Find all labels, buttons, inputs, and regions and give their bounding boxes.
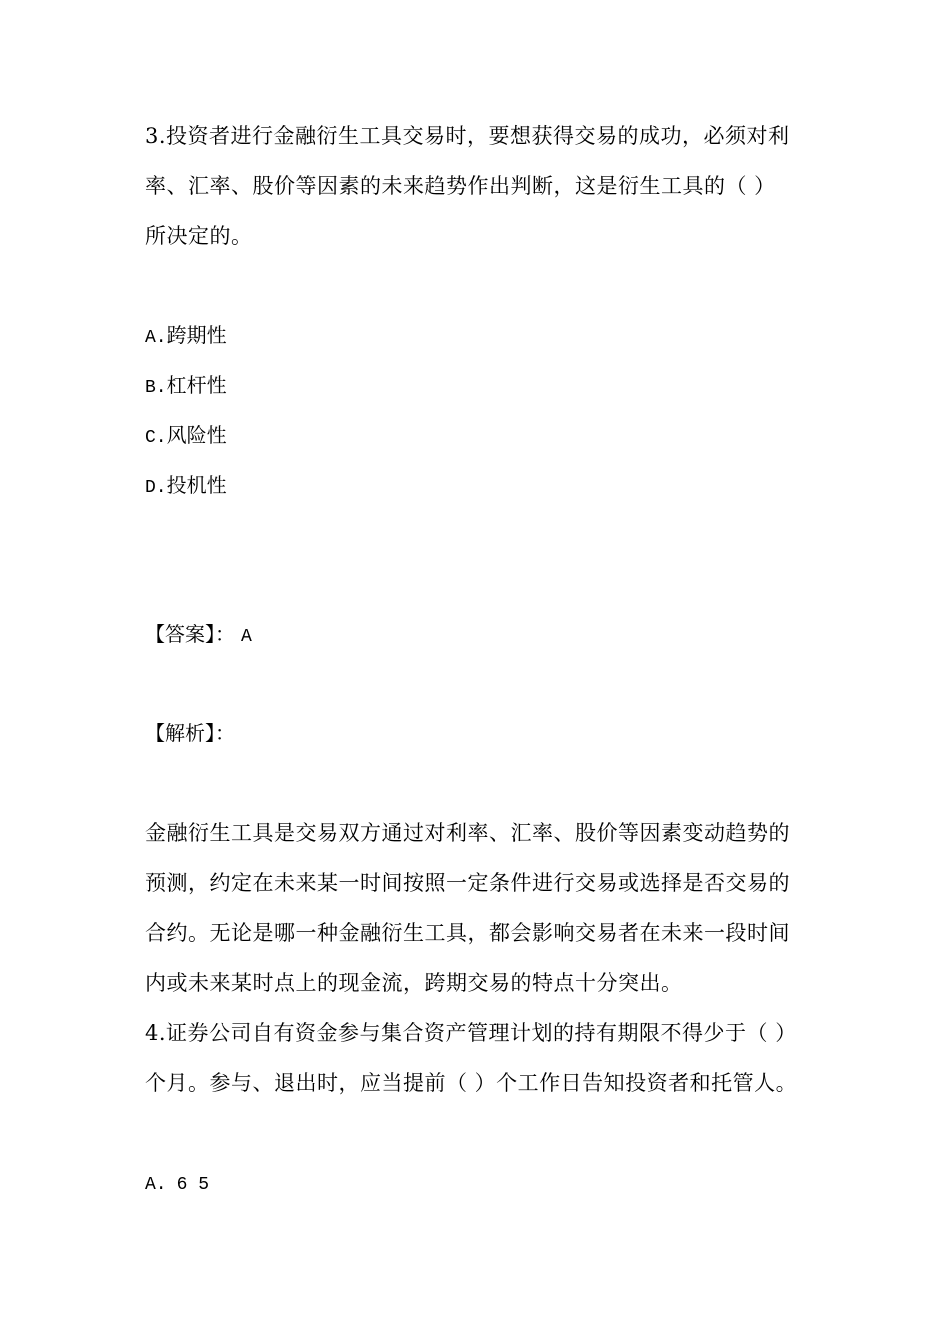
- q3-stem-line-2: 率、汇率、股价等因素的未来趋势作出判断，这是衍生工具的（ ）: [145, 174, 776, 198]
- q3-option-c-text: 风险性: [166, 423, 227, 447]
- q3-option-a: [145, 323, 227, 350]
- q4-stem-line-1: 4.证券公司自有资金参与集合资产管理计划的持有期限不得少于（ ）: [145, 1021, 797, 1045]
- q3-option-d-text: 投机性: [166, 473, 227, 497]
- q3-analysis-line-1: 金融衍生工具是交易双方通过对利率、汇率、股价等因素变动趋势的: [145, 821, 790, 845]
- q4-stem-line-2: 个月。参与、退出时，应当提前（ ）个工作日告知投资者和托管人。: [145, 1071, 798, 1095]
- q3-answer-value: A: [241, 627, 252, 647]
- q3-option-b: [145, 373, 227, 400]
- q4-option-a-text: 6 5: [176, 1175, 210, 1195]
- q3-option-a-text: 跨期性: [166, 323, 227, 347]
- q3-stem-line-1: 3.投资者进行金融衍生工具交易时，要想获得交易的成功，必须对利: [145, 124, 790, 148]
- q3-option-a-letter: A.: [145, 328, 167, 348]
- q3-analysis-label: 【解析】：: [145, 721, 235, 745]
- q4-option-a: [145, 1170, 209, 1197]
- q3-answer-label: 【答案】：: [145, 622, 235, 646]
- q3-option-d-letter: D.: [145, 478, 167, 498]
- q3-analysis-line-2: 预测，约定在未来某一时间按照一定条件进行交易或选择是否交易的: [145, 871, 790, 895]
- q3-option-b-letter: B.: [145, 378, 167, 398]
- q3-stem-line-3: 所决定的。: [145, 224, 253, 248]
- q3-option-c: [145, 423, 227, 450]
- q3-answer: [145, 622, 252, 649]
- q3-analysis-line-3: 合约。无论是哪一种金融衍生工具，都会影响交易者在未来一段时间: [145, 921, 790, 945]
- q3-option-c-letter: C.: [145, 428, 167, 448]
- q3-analysis-line-4: 内或未来某时点上的现金流，跨期交易的特点十分突出。: [145, 971, 683, 995]
- q4-option-a-letter: A.: [145, 1175, 167, 1195]
- q3-option-b-text: 杠杆性: [166, 373, 227, 397]
- q3-option-d: [145, 473, 227, 500]
